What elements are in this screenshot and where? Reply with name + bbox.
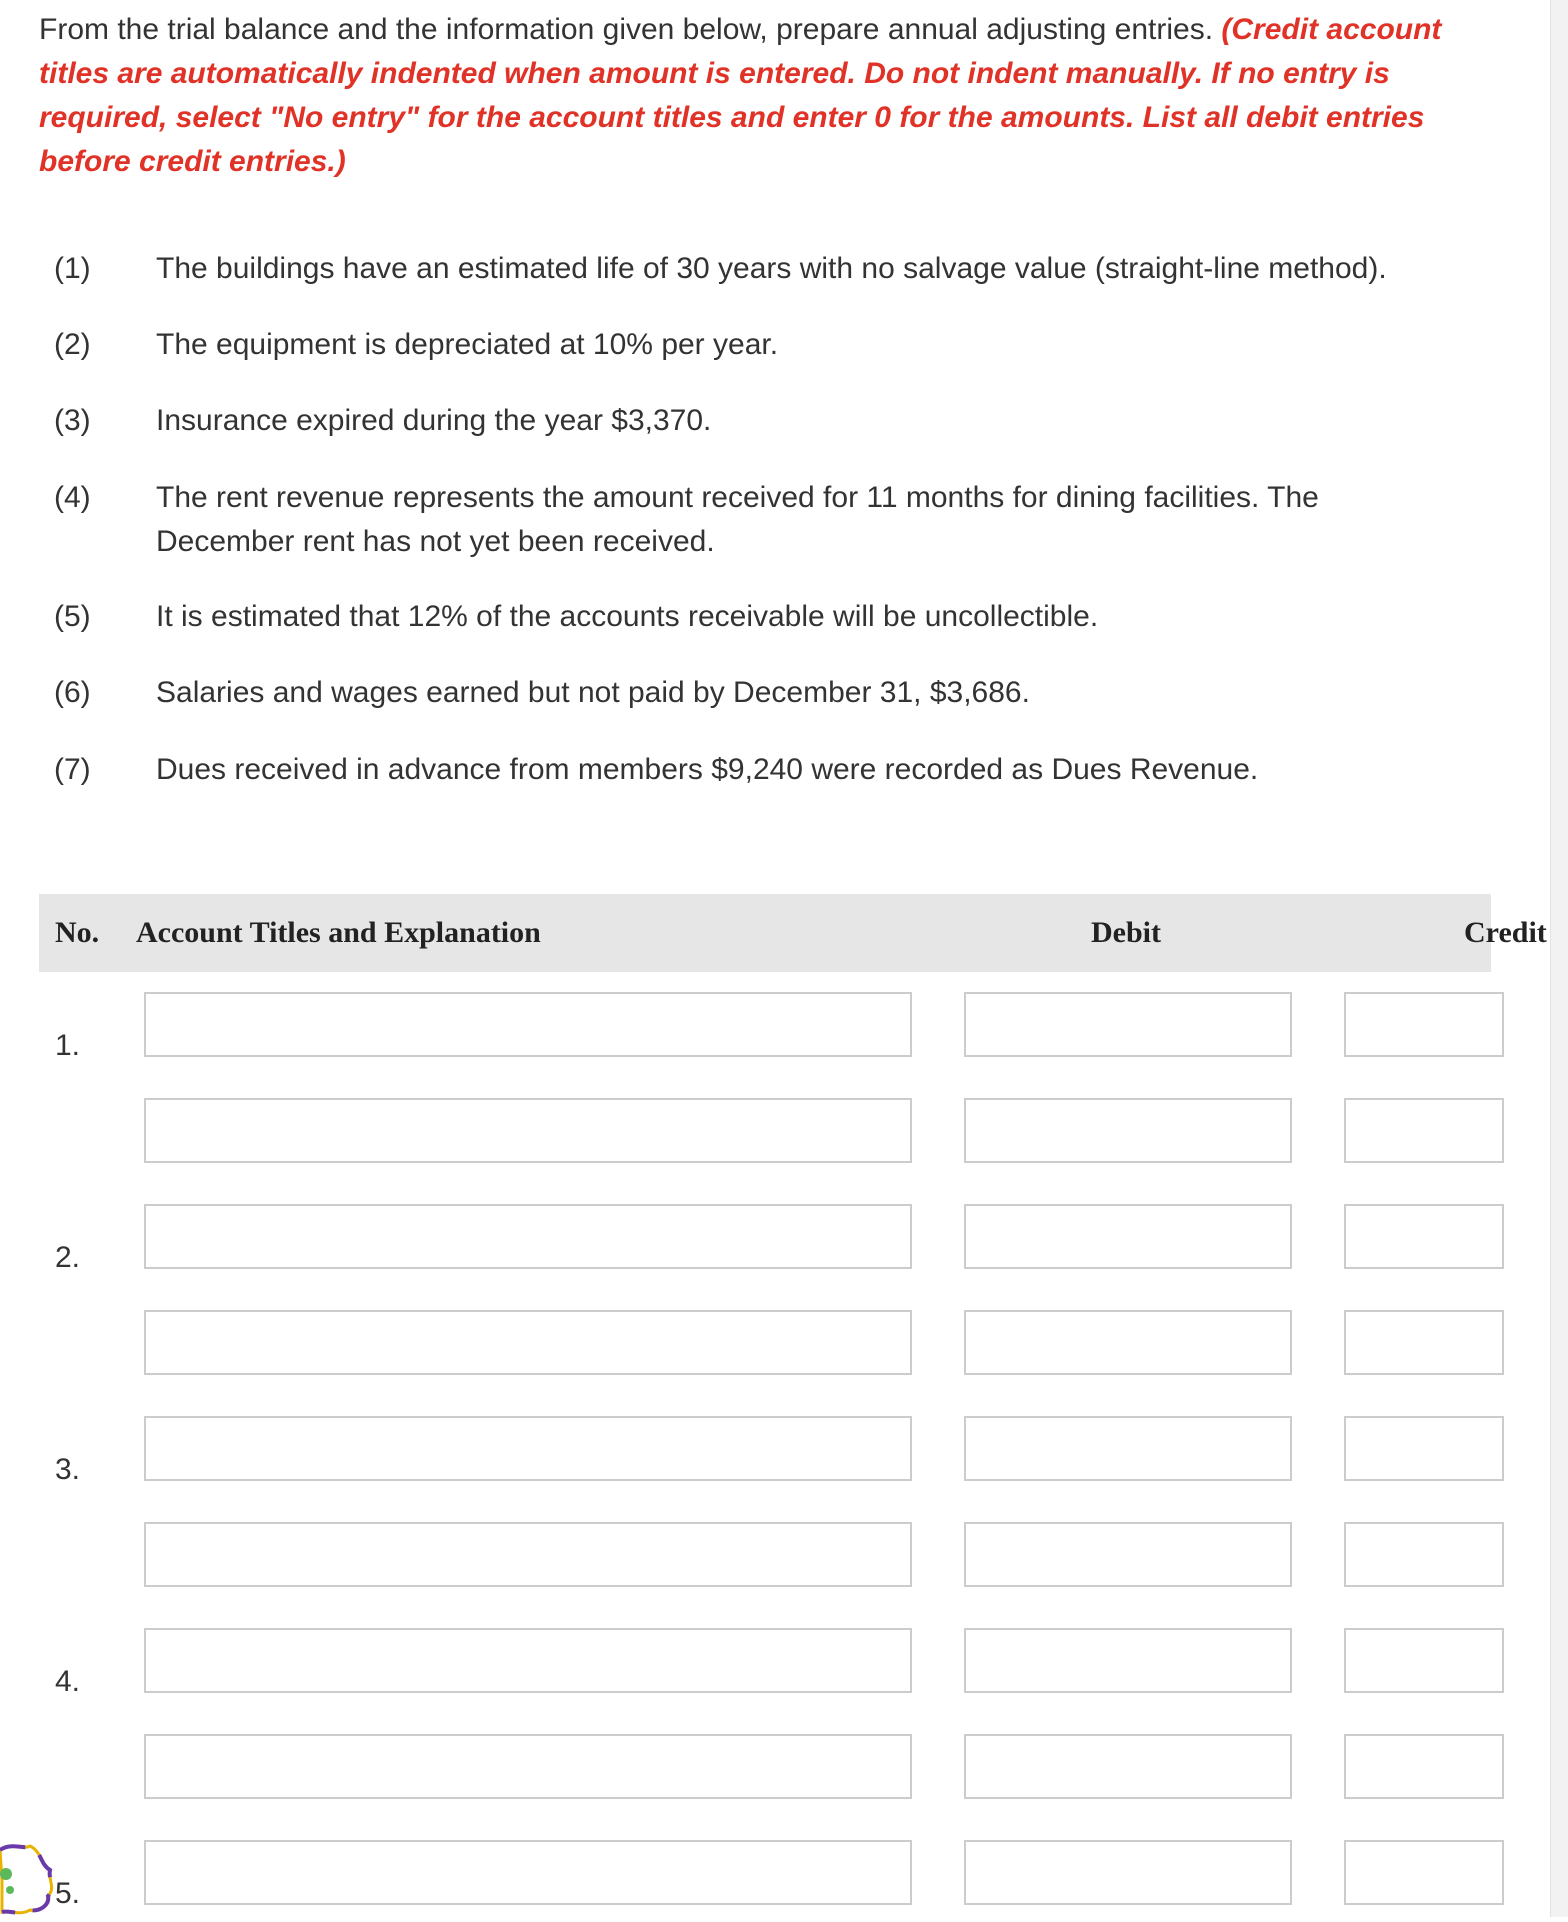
header-no: No. (55, 916, 100, 949)
debit-input[interactable] (964, 1098, 1292, 1163)
credit-input[interactable] (1344, 1416, 1504, 1481)
debit-input[interactable] (964, 992, 1292, 1057)
header-account-titles: Account Titles and Explanation (136, 916, 541, 949)
debit-input[interactable] (964, 1628, 1292, 1693)
gear-icon[interactable] (0, 1840, 60, 1917)
item-number: (2) (54, 328, 91, 361)
debit-input[interactable] (964, 1840, 1292, 1905)
entry-number: 1. (55, 1029, 81, 1062)
item-text: Dues received in advance from members $9,240 were recorded as Dues Revenue. (156, 753, 1259, 786)
item-number: (1) (54, 252, 91, 285)
account-title-input[interactable] (144, 1734, 912, 1799)
item-text: The buildings have an estimated life of 30 years with no salvage value (straight-line method). (156, 252, 1387, 285)
debit-input[interactable] (964, 1416, 1292, 1481)
entry-number: 5. (55, 1877, 81, 1910)
item-number: (7) (54, 753, 91, 786)
header-debit: Debit (1091, 916, 1161, 949)
item-text: The rent revenue represents the amount received for 11 months for dining facilities. The December rent has not yet been received. (156, 481, 1319, 558)
intro-instructions: (Credit account titles are automatically indented when amount is entered. Do not indent manually. If no entry is required, select "No entry" for the account titles and enter 0 for the amounts. List all debit entries before credit entries.) (39, 13, 1442, 178)
account-title-input[interactable] (144, 1310, 912, 1375)
credit-input[interactable] (1344, 992, 1504, 1057)
item-number: (3) (54, 404, 91, 437)
intro-text: From the trial balance and the information given below, prepare annual adjusting entries. (39, 13, 1222, 46)
debit-input[interactable] (964, 1734, 1292, 1799)
account-title-input[interactable] (144, 1098, 912, 1163)
account-title-input[interactable] (144, 1204, 912, 1269)
entry-number: 2. (55, 1241, 81, 1274)
account-title-input[interactable] (144, 1628, 912, 1693)
credit-input[interactable] (1344, 1204, 1504, 1269)
header-credit: Credit (1464, 916, 1547, 949)
item-number: (5) (54, 600, 91, 633)
journal-table-header (39, 894, 1547, 972)
account-title-input[interactable] (144, 992, 912, 1057)
credit-input[interactable] (1344, 1522, 1504, 1587)
page-scrollbar[interactable] (1550, 0, 1568, 1917)
credit-input[interactable] (1344, 1734, 1504, 1799)
credit-input[interactable] (1344, 1628, 1504, 1693)
account-title-input[interactable] (144, 1416, 912, 1481)
credit-input[interactable] (1344, 1310, 1504, 1375)
item-text: Insurance expired during the year $3,370. (156, 404, 712, 437)
account-title-input[interactable] (144, 1840, 912, 1905)
journal-entries (0, 972, 1491, 1917)
entry-number: 3. (55, 1453, 81, 1486)
credit-input[interactable] (1344, 1840, 1504, 1905)
debit-input[interactable] (964, 1310, 1292, 1375)
debit-input[interactable] (964, 1522, 1292, 1587)
item-text: Salaries and wages earned but not paid by December 31, $3,686. (156, 676, 1030, 709)
item-text: The equipment is depreciated at 10% per year. (156, 328, 779, 361)
question-intro (39, 8, 1509, 184)
item-text: It is estimated that 12% of the accounts receivable will be uncollectible. (156, 600, 1099, 633)
entry-number: 4. (55, 1665, 81, 1698)
item-number: (6) (54, 676, 91, 709)
credit-input[interactable] (1344, 1098, 1504, 1163)
item-number: (4) (54, 481, 91, 514)
debit-input[interactable] (964, 1204, 1292, 1269)
account-title-input[interactable] (144, 1522, 912, 1587)
